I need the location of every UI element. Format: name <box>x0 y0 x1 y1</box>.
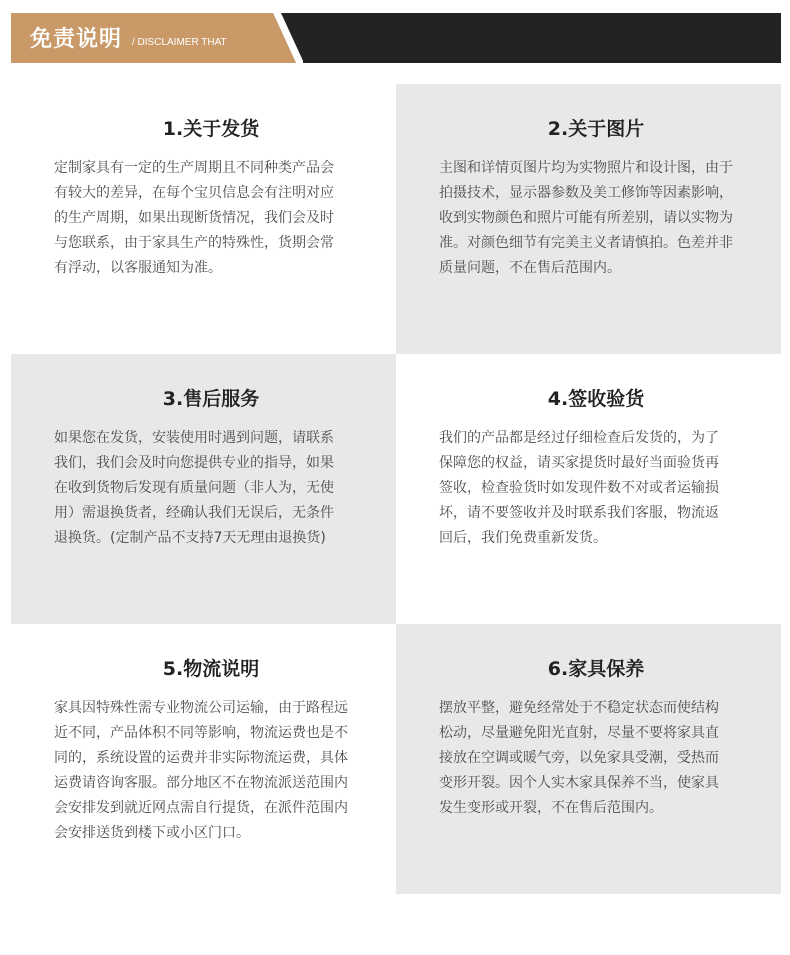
body-line: 近不同，产品体积不同等影响，物流运费也是不 <box>54 725 348 741</box>
section-title: 2.关于图片 <box>547 118 645 140</box>
body-line: 运费请咨询客服。部分地区不在物流派送范围内 <box>54 775 348 791</box>
body-line: 用）需退换货者，经确认我们无误后，无条件 <box>54 505 334 521</box>
body-line: 接放在空调或暖气旁，以免家具受潮，受热而 <box>439 750 719 766</box>
section-body <box>54 426 368 551</box>
body-line: 保障您的权益，请买家提货时最好当面验货再 <box>439 455 719 471</box>
section-title: 1.关于发货 <box>162 118 260 140</box>
body-line: 主图和详情页图片均为实物照片和设计图，由于 <box>439 160 733 176</box>
section-body <box>439 696 753 821</box>
section-receipt-inspection <box>396 354 781 624</box>
section-body <box>54 696 368 846</box>
disclaimer-grid <box>11 84 781 894</box>
body-line: 坏，请不要签收并及时联系我们客服，物流返 <box>439 505 719 521</box>
body-line: 变形开裂。因个人实木家具保养不当，使家具 <box>439 775 719 791</box>
body-line: 定制家具有一定的生产周期且不同种类产品会 <box>54 160 334 176</box>
body-line: 有较大的差异，在每个宝贝信息会有注明对应 <box>54 185 334 201</box>
disclaimer-header <box>11 13 781 63</box>
body-line: 同的，系统设置的运费并非实际物流运费，具体 <box>54 750 348 766</box>
body-line: 发生变形或开裂，不在售后范围内。 <box>439 800 663 816</box>
section-title: 5.物流说明 <box>162 658 260 680</box>
header-subtitle: / DISCLAIMER THAT <box>132 37 227 48</box>
body-line: 家具因特殊性需专业物流公司运输，由于路程远 <box>54 700 348 716</box>
section-title: 3.售后服务 <box>162 388 260 410</box>
body-line: 松动，尽量避免阳光直射，尽量不要将家具直 <box>439 725 719 741</box>
body-line: 退换货。(定制产品不支持7天无理由退换货) <box>54 530 326 546</box>
body-line: 摆放平整，避免经常处于不稳定状态而使结构 <box>439 700 719 716</box>
section-title: 4.签收验货 <box>547 388 645 410</box>
section-shipping <box>11 84 396 354</box>
body-line: 会安排送货到楼下或小区门口。 <box>54 825 250 841</box>
body-line: 我们的产品都是经过仔细检查后发货的，为了 <box>439 430 719 446</box>
section-images <box>396 84 781 354</box>
section-body <box>439 426 753 551</box>
section-body <box>439 156 753 281</box>
section-furniture-care <box>396 624 781 894</box>
body-line: 准。对颜色细节有完美主义者请慎拍。色差并非 <box>439 235 733 251</box>
body-line: 有浮动，以客服通知为准。 <box>54 260 222 276</box>
header-title: 免责说明 <box>30 27 123 52</box>
body-line: 签收，检查验货时如发现件数不对或者运输损 <box>439 480 719 496</box>
body-line: 会安排发到就近网点需自行提货，在派件范围内 <box>54 800 348 816</box>
section-logistics <box>11 624 396 894</box>
body-line: 我们，我们会及时向您提供专业的指导，如果 <box>54 455 334 471</box>
section-after-sales <box>11 354 396 624</box>
body-line: 拍摄技术，显示器参数及美工修饰等因素影响， <box>439 185 733 201</box>
body-line: 回后，我们免费重新发货。 <box>439 530 607 546</box>
body-line: 与您联系，由于家具生产的特殊性，货期会常 <box>54 235 334 251</box>
body-line: 的生产周期，如果出现断货情况，我们会及时 <box>54 210 334 226</box>
section-body <box>54 156 368 281</box>
section-title: 6.家具保养 <box>547 658 645 680</box>
body-line: 在收到货物后发现有质量问题（非人为，无使 <box>54 480 334 496</box>
body-line: 质量问题，不在售后范围内。 <box>439 260 621 276</box>
body-line: 如果您在发货，安装使用时遇到问题，请联系 <box>54 430 334 446</box>
body-line: 收到实物颜色和照片可能有所差别，请以实物为 <box>439 210 733 226</box>
